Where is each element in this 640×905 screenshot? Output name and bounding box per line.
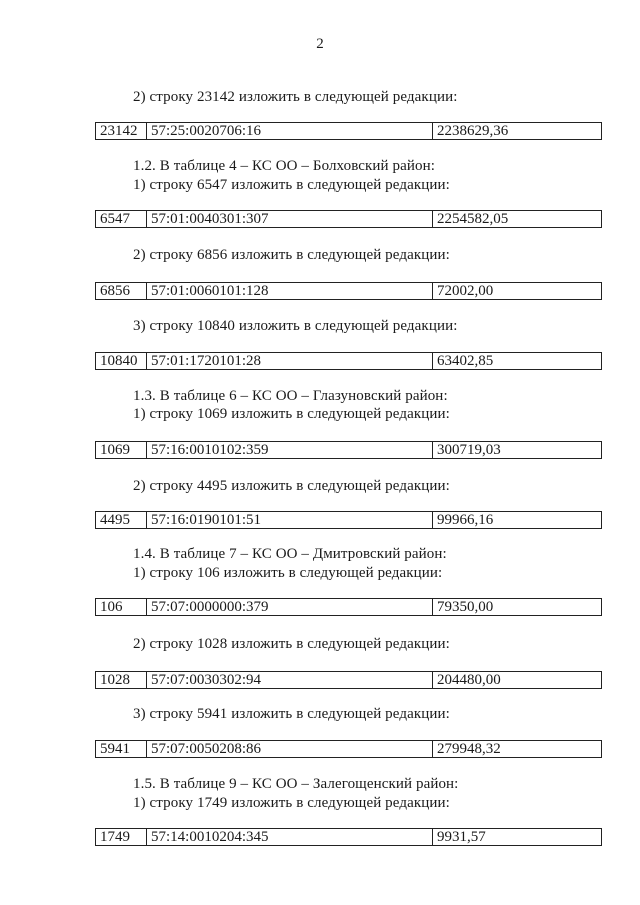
row-number-cell: 1069 [96, 442, 147, 458]
row-number-cell: 23142 [96, 123, 147, 139]
instruction-line: 2) строку 4495 изложить в следующей редакции: [133, 478, 450, 494]
value-cell: 2238629,36 [437, 123, 509, 139]
table-row [95, 441, 602, 459]
value-cell: 279948,32 [437, 741, 501, 757]
value-cell: 204480,00 [437, 672, 501, 688]
section-heading: 1.2. В таблице 4 – КС ОО – Болховский район: [133, 158, 436, 174]
row-number-cell: 10840 [96, 353, 147, 369]
cadastral-number-cell: 57:16:0190101:51 [147, 512, 433, 528]
cadastral-number-cell: 57:07:0030302:94 [147, 672, 433, 688]
row-number-cell: 5941 [96, 741, 147, 757]
cadastral-number-cell: 57:14:0010204:345 [147, 829, 433, 845]
instruction-line: 2) строку 6856 изложить в следующей редакции: [133, 247, 450, 263]
cadastral-number-cell: 57:01:0040301:307 [147, 211, 433, 227]
instruction-line: 2) строку 1028 изложить в следующей редакции: [133, 636, 450, 652]
instruction-line: 1) строку 106 изложить в следующей редакции: [133, 565, 443, 581]
value-cell: 2254582,05 [437, 211, 509, 227]
instruction-line: 1) строку 1749 изложить в следующей редакции: [133, 795, 450, 811]
cadastral-number-cell: 57:16:0010102:359 [147, 442, 433, 458]
table-row [95, 828, 602, 846]
instruction-line: 2) строку 23142 изложить в следующей редакции: [133, 89, 458, 105]
value-cell: 99966,16 [437, 512, 494, 528]
cadastral-number-cell: 57:07:0000000:379 [147, 599, 433, 615]
value-cell: 79350,00 [437, 599, 494, 615]
row-number-cell: 1749 [96, 829, 147, 845]
table-row [95, 122, 602, 140]
row-number-cell: 6856 [96, 283, 147, 299]
table-row [95, 210, 602, 228]
table-row [95, 511, 602, 529]
instruction-line: 3) строку 5941 изложить в следующей редакции: [133, 706, 450, 722]
section-heading: 1.5. В таблице 9 – КС ОО – Залегощенский район: [133, 776, 459, 792]
cadastral-number-cell: 57:01:0060101:128 [147, 283, 433, 299]
table-row [95, 352, 602, 370]
cadastral-number-cell: 57:01:1720101:28 [147, 353, 433, 369]
cadastral-number-cell: 57:25:0020706:16 [147, 123, 433, 139]
table-row [95, 671, 602, 689]
value-cell: 9931,57 [437, 829, 486, 845]
value-cell: 72002,00 [437, 283, 494, 299]
table-row [95, 598, 602, 616]
page-number: 2 [316, 36, 324, 52]
row-number-cell: 106 [96, 599, 147, 615]
instruction-line: 1) строку 6547 изложить в следующей редакции: [133, 177, 450, 193]
instruction-line: 1) строку 1069 изложить в следующей редакции: [133, 406, 450, 422]
instruction-line: 3) строку 10840 изложить в следующей редакции: [133, 318, 458, 334]
table-row [95, 740, 602, 758]
row-number-cell: 6547 [96, 211, 147, 227]
row-number-cell: 1028 [96, 672, 147, 688]
section-heading: 1.3. В таблице 6 – КС ОО – Глазуновский район: [133, 388, 448, 404]
section-heading: 1.4. В таблице 7 – КС ОО – Дмитровский район: [133, 546, 447, 562]
value-cell: 300719,03 [437, 442, 501, 458]
cadastral-number-cell: 57:07:0050208:86 [147, 741, 433, 757]
row-number-cell: 4495 [96, 512, 147, 528]
table-row [95, 282, 602, 300]
value-cell: 63402,85 [437, 353, 494, 369]
